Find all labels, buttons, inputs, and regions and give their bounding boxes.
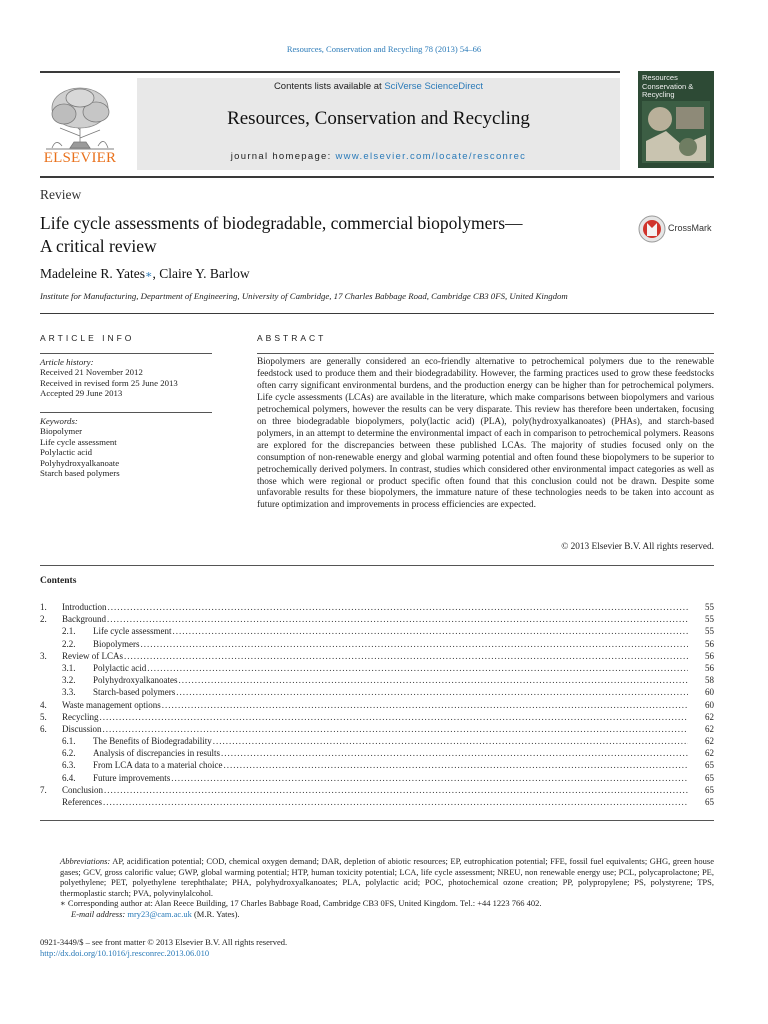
toc-label: Discussion xyxy=(62,723,102,734)
toc-number: 6.4. xyxy=(62,772,76,783)
toc-page-number: 56 xyxy=(705,650,714,661)
toc-leader-dots xyxy=(107,613,688,625)
toc-label: Analysis of discrepancies in results xyxy=(93,748,220,759)
toc-entry[interactable] xyxy=(40,747,714,759)
toc-leader-dots xyxy=(103,723,688,735)
toc-entry[interactable] xyxy=(40,723,714,735)
toc-label: Waste management options xyxy=(62,699,161,710)
keyword-item: Starch based polymers xyxy=(40,468,120,479)
toc-number: 6. xyxy=(40,723,47,734)
toc-number: 6.2. xyxy=(62,748,76,759)
toc-number: 3. xyxy=(40,650,47,661)
toc-number: 2. xyxy=(40,614,47,625)
toc-number: 3.3. xyxy=(62,687,76,698)
toc-page-number: 55 xyxy=(705,626,714,637)
toc-leader-dots xyxy=(172,625,688,637)
toc-leader-dots xyxy=(223,759,688,771)
corresponding-author-star[interactable]: ∗ xyxy=(145,269,153,281)
toc-page-number: 58 xyxy=(705,675,714,686)
toc-number: 7. xyxy=(40,784,47,795)
author-yates[interactable]: Madeleine R. Yates xyxy=(40,266,145,281)
abstract-heading: ABSTRACT xyxy=(257,333,327,343)
email-link[interactable]: mry23@cam.ac.uk xyxy=(127,908,192,919)
toc-number: 4. xyxy=(40,699,47,710)
issn-copyright: 0921-3449/$ – see front matter © 2013 Elsevier B.V. All rights reserved. xyxy=(40,937,288,947)
keywords-label: Keywords: xyxy=(40,416,78,426)
toc-leader-dots xyxy=(147,662,688,674)
contents-heading: Contents xyxy=(40,576,77,586)
keyword-item: Polyhydroxyalkanoate xyxy=(40,457,120,468)
journal-homepage-line xyxy=(137,151,620,162)
crossmark-badge[interactable] xyxy=(638,214,718,244)
section-rule xyxy=(40,313,714,314)
toc-label: References xyxy=(62,797,102,807)
toc-leader-dots xyxy=(213,735,688,747)
toc-number: 2.2. xyxy=(62,638,76,649)
toc-entry[interactable] xyxy=(40,638,714,650)
history-label: Article history: xyxy=(40,357,94,367)
toc-page-number: 65 xyxy=(705,772,714,783)
toc-page-number: 60 xyxy=(705,699,714,710)
toc-entry[interactable] xyxy=(40,759,714,771)
toc-page-number: 62 xyxy=(705,723,714,734)
publisher-logo-text: ELSEVIER xyxy=(43,150,117,166)
toc-leader-dots xyxy=(179,674,689,686)
toc-number: 3.2. xyxy=(62,675,76,686)
journal-homepage-link[interactable]: www.elsevier.com/locate/resconrec xyxy=(335,151,527,162)
toc-entry[interactable] xyxy=(40,772,714,784)
toc-page-number: 65 xyxy=(705,797,714,807)
author-list xyxy=(40,266,250,282)
table-of-contents xyxy=(40,601,714,808)
toc-label: The Benefits of Biodegradability xyxy=(93,736,212,747)
journal-title: Resources, Conservation and Recycling xyxy=(227,108,530,129)
header-rule xyxy=(40,71,620,73)
toc-leader-dots xyxy=(100,711,689,723)
contents-available-prefix: Contents lists available at xyxy=(273,81,385,92)
toc-label: Introduction xyxy=(62,602,107,612)
toc-page-number: 62 xyxy=(705,748,714,759)
email-note xyxy=(40,909,714,920)
crossmark-icon xyxy=(638,214,666,244)
homepage-prefix: journal homepage: xyxy=(230,151,336,162)
cover-title: Resources Conservation & Recycling xyxy=(642,73,694,99)
journal-cover-thumbnail[interactable] xyxy=(638,71,714,168)
toc-entry[interactable] xyxy=(40,662,714,674)
article-info-heading: ARTICLE INFO xyxy=(40,333,135,343)
toc-leader-dots xyxy=(104,784,688,796)
abstract-rule xyxy=(257,353,714,354)
toc-entry[interactable] xyxy=(40,711,714,723)
toc-leader-dots xyxy=(108,601,689,613)
keyword-item: Biopolymer xyxy=(40,426,83,437)
toc-number: 6.1. xyxy=(62,736,76,747)
toc-label: Starch-based polymers xyxy=(93,687,176,698)
keywords xyxy=(40,416,212,478)
abbreviations-note xyxy=(40,856,714,898)
toc-number: 6.3. xyxy=(62,760,76,771)
toc-number: 2.1. xyxy=(62,626,76,637)
toc-page-number: 65 xyxy=(705,760,714,771)
toc-label: From LCA data to a material choice xyxy=(93,760,223,771)
toc-page-number: 62 xyxy=(705,711,714,722)
toc-leader-dots xyxy=(221,747,688,759)
journal-citation[interactable]: Resources, Conservation and Recycling 78 (2013) 54–66 xyxy=(286,44,482,54)
contents-available-line xyxy=(137,81,620,92)
toc-entry[interactable] xyxy=(40,650,714,662)
abbreviations-text: AP, acidification potential; COD, chemical oxygen demand; DAR, depletion of abiotic resources; EP, eutrophication potential; FFE, fossil fuel equivalents; GHG, green house gases; GCV, gross calorific value; GWP, global warming potential; HTP, human toxicity potential; LCA, life cycle assessment; NREU, non renewable energy use; PCL, polycaprolactone; PE, polyethylene; PET, polyethylene terephthalate; PHA, polyhydroxyalkanoates; PLA, polylactic acid; POC, photochemical ozone creation; PP, polypropylene; PS, polystyrene; TPS, thermoplastic starch; PVA, polyvinylalcohol. xyxy=(60,856,714,898)
history-revised: Received in revised form 25 June 2013 xyxy=(40,377,178,388)
toc-number xyxy=(40,796,62,808)
keyword-item: Polylactic acid xyxy=(40,447,93,458)
toc-label: Recycling xyxy=(62,711,99,722)
contents-top-rule xyxy=(40,565,714,566)
toc-label: Review of LCAs xyxy=(62,650,123,661)
header-bottom-rule xyxy=(40,176,714,178)
affiliation: Institute for Manufacturing, Department of Engineering, University of Cambridge, 17 Charles Babbage Road, Cambridge CB3 0FS, United Kingdom xyxy=(40,291,568,301)
toc-page-number: 55 xyxy=(705,602,714,612)
toc-label: Conclusion xyxy=(62,784,104,795)
article-title-line-1: Life cycle assessments of biodegradable, commercial biopolymers— xyxy=(40,213,523,233)
keywords-rule xyxy=(40,412,212,413)
toc-entry[interactable] xyxy=(40,784,714,796)
toc-leader-dots xyxy=(141,638,689,650)
contents-bottom-rule xyxy=(40,820,714,821)
toc-page-number: 62 xyxy=(705,736,714,747)
toc-page-number: 55 xyxy=(705,614,714,625)
toc-entry[interactable] xyxy=(40,735,714,747)
toc-entry[interactable] xyxy=(40,625,714,637)
keyword-item: Life cycle assessment xyxy=(40,436,117,447)
email-label: E-mail address: xyxy=(71,908,126,919)
history-received: Received 21 November 2012 xyxy=(40,367,143,378)
history-accepted: Accepted 29 June 2013 xyxy=(40,388,123,399)
footnotes xyxy=(40,856,714,920)
article-title xyxy=(40,212,620,258)
toc-entry[interactable] xyxy=(40,674,714,686)
toc-label: Polylactic acid xyxy=(93,662,147,673)
toc-leader-dots xyxy=(176,686,688,698)
toc-page-number: 65 xyxy=(705,784,714,795)
doi-link[interactable]: http://dx.doi.org/10.1016/j.resconrec.2013.06.010 xyxy=(40,948,210,958)
toc-number: 1. xyxy=(40,602,47,612)
sciencedirect-link[interactable]: SciVerse ScienceDirect xyxy=(384,81,484,92)
corresponding-author-note: ∗ Corresponding author at: Alan Reece Building, 17 Charles Babbage Road, Cambridge CB3 0FS, United Kingdom. Tel.: +44 1223 766 402. xyxy=(60,898,542,909)
toc-page-number: 56 xyxy=(705,662,714,673)
toc-leader-dots xyxy=(171,772,688,784)
toc-number: 3.1. xyxy=(62,662,76,673)
toc-label: Polyhydroxyalkanoates xyxy=(93,675,178,686)
cover-image xyxy=(642,101,710,163)
abstract-text: Biopolymers are generally considered an eco-friendly alternative to petrochemical polymers due to the renewable feedstock used to produce them and their biodegradability. However, the farming practices used to grow these feedstocks often carry significant environmental burdens, and the production energy can be higher than for petrochemical polymers. Life cycle assessments (LCAs) are available in the literature, which make comparisons between biopolymers and various petrochemical polymers, however the results can be very disparate. This review has therefore been undertaken, focusing on three biodegradable biopolymers, poly(lactic acid) (PLA), poly(hydroxyalkanoates) (PHAs), and starch-based polymers, in an attempt to determine the environmental impact of each in comparison to petrochemical polymers. Reasons are explored for the discrepancies between these published LCAs. The majority of studies focused only on the consumption of non-renewable energy and global warming potential and often found these biopolymers to be superior to petrochemically derived polymers. In contrast, studies which considered other environmental impact categories as well as those which were regional or product specific often found that this conclusion could not be drawn. Despite some unfavorable results for these biopolymers, the immature nature of these technologies needs to be taken into account as future optimization and improvements in process efficiencies are expected. xyxy=(257,357,714,511)
article-type: Review xyxy=(40,187,82,202)
toc-label: Biopolymers xyxy=(93,638,140,649)
abbreviations-label: Abbreviations: xyxy=(60,856,111,866)
toc-number: 5. xyxy=(40,711,47,722)
toc-label: Life cycle assessment xyxy=(93,626,172,637)
toc-leader-dots xyxy=(124,650,688,662)
author-separator: , xyxy=(152,266,160,281)
toc-entry[interactable] xyxy=(40,796,714,808)
toc-entry[interactable] xyxy=(40,613,714,625)
crossmark-label: CrossMark xyxy=(668,223,712,233)
toc-entry[interactable] xyxy=(40,601,714,613)
toc-label: Background xyxy=(62,614,106,625)
toc-page-number: 56 xyxy=(705,638,714,649)
abstract-copyright: © 2013 Elsevier B.V. All rights reserved. xyxy=(561,542,714,552)
article-info-rule xyxy=(40,353,212,354)
article-history xyxy=(40,357,212,399)
toc-entry[interactable] xyxy=(40,699,714,711)
front-matter xyxy=(40,937,287,959)
author-barlow[interactable]: Claire Y. Barlow xyxy=(159,266,250,281)
toc-page-number: 60 xyxy=(705,687,714,698)
toc-label: Future improvements xyxy=(93,772,171,783)
toc-leader-dots xyxy=(162,699,688,711)
toc-entry[interactable] xyxy=(40,686,714,698)
article-title-line-2: A critical review xyxy=(40,236,157,256)
toc-leader-dots xyxy=(103,796,688,808)
email-suffix: (M.R. Yates). xyxy=(191,908,240,919)
